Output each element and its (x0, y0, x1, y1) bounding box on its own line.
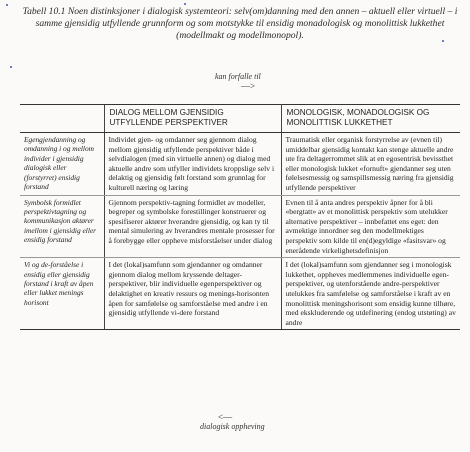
scan-speck (6, 4, 8, 6)
oppheving-label: dialogisk oppheving (200, 422, 265, 431)
scan-speck (10, 66, 12, 68)
right-arrow-icon: —> (241, 81, 256, 91)
header-row (20, 105, 460, 133)
row-label: Egengjendanning og omdanning i og mellom individer i gjensidig dialogisk eller (forstyrret) ensidig forstand (20, 133, 104, 196)
header-monolog: MONOLOGISK, MONADOLOGISK OG MONOLITTISK LUKKETHET (281, 105, 460, 133)
row-label: Vi og de-forståelse i ensidig eller gjensidig forstand i kraft av åpen eller lukket menings horisont (20, 258, 104, 330)
monolog-cell: Traumatisk eller organisk forstyrrelse av (evnen til) umiddelbar gjensidig kontakt kan stenge aktuelle andre ute fra deltagerrommet slik at en egosentrisk bevissthet eller monologisk lukket «fornuft» gjendanner seg uten følelsesmessig og samspillsmessig næring fra gjensidig utfyllende perspektiver (281, 133, 460, 196)
forfall-annotation (215, 72, 335, 91)
dialog-cell: Gjennom perspektiv-tagning formidlet av modeller, begreper og symbolske forestillinger konstruerer og spesifiserer aktører hverandre gjensidig, og kan ty til mental simulering av hverandres mentale prosesser for å forebygge eller oppheve misforståelser under dialog (104, 195, 281, 258)
header-dialog: DIALOG MELLOM GJENSIDIG UTFYLLENDE PERSPEKTIVER (104, 105, 281, 133)
monolog-cell: Evnen til å anta andres perspektiv åpner for å bli «bergtatt» av et monolittisk perspektiv som utelukker alternative perspektiver – innbefattet ens eget: den avmektige innordner seg den modellmektiges perspektiv som kilde til en(d)egyldige «fasitsvar» og enerådende virkelighetsdefinisjon (281, 195, 460, 258)
dialog-cell: Individet gjen- og omdanner seg gjennom dialog mellom gjensidig utfyllende perspektiver både i selvdialogen (med sin virtuelle annen) og dialog med aktuelle andre som utfyller individets kroppslige selv i delaktig og gjensidig følt forstand som grunnlag for kulturell næring og læring (104, 133, 281, 196)
table-row (20, 195, 460, 258)
table-row (20, 133, 460, 196)
row-label: Symbolsk formidlet perspektivtagning og kommunikasjon aktører imellom i gjensidig eller ensidig forstand (20, 195, 104, 258)
left-arrow-icon: <— (218, 412, 233, 422)
distinction-table (20, 104, 460, 330)
dialog-cell: I det (lokal)samfunn som gjendanner og omdanner gjennom dialog mellom kryssende deltager-perspektiver, blir individuelle egenperspektiver og delaktighet en kreativ ressurs og menings-horisonten åpen for samfølelse og samforståelse med andre i en gjensidig utfyllende vi-dere forstand (104, 258, 281, 330)
table-row (20, 258, 460, 330)
header-empty (20, 105, 104, 133)
scan-speck (442, 40, 444, 42)
forfall-label: kan forfalle til (215, 72, 261, 81)
table-caption: Tabell 10.1 Noen distinksjoner i dialogisk systemteori: selv(om)danning med den annen – aktuell eller virtuell – i samme gjensidig utfyllende grunnform og som motstykke til ensidig monadologisk og monolittisk lukkethet (modellmakt og modellmonopol). (22, 6, 458, 42)
monolog-cell: I det (lokal)samfunn som gjendanner seg i monologisk lukkethet, oppheves medlemmenes individuelle egen-perspektiver, og utenforstående andre-perspektiver utelukkes fra samfølelse og samforståelse i kraft av en monolittisk meningshorisont som ensidig kunne tilhøre, med ekskluderende og utdefinering (endog utstøting) av andre (281, 258, 460, 330)
scan-speck (184, 3, 186, 5)
oppheving-annotation (200, 413, 340, 432)
